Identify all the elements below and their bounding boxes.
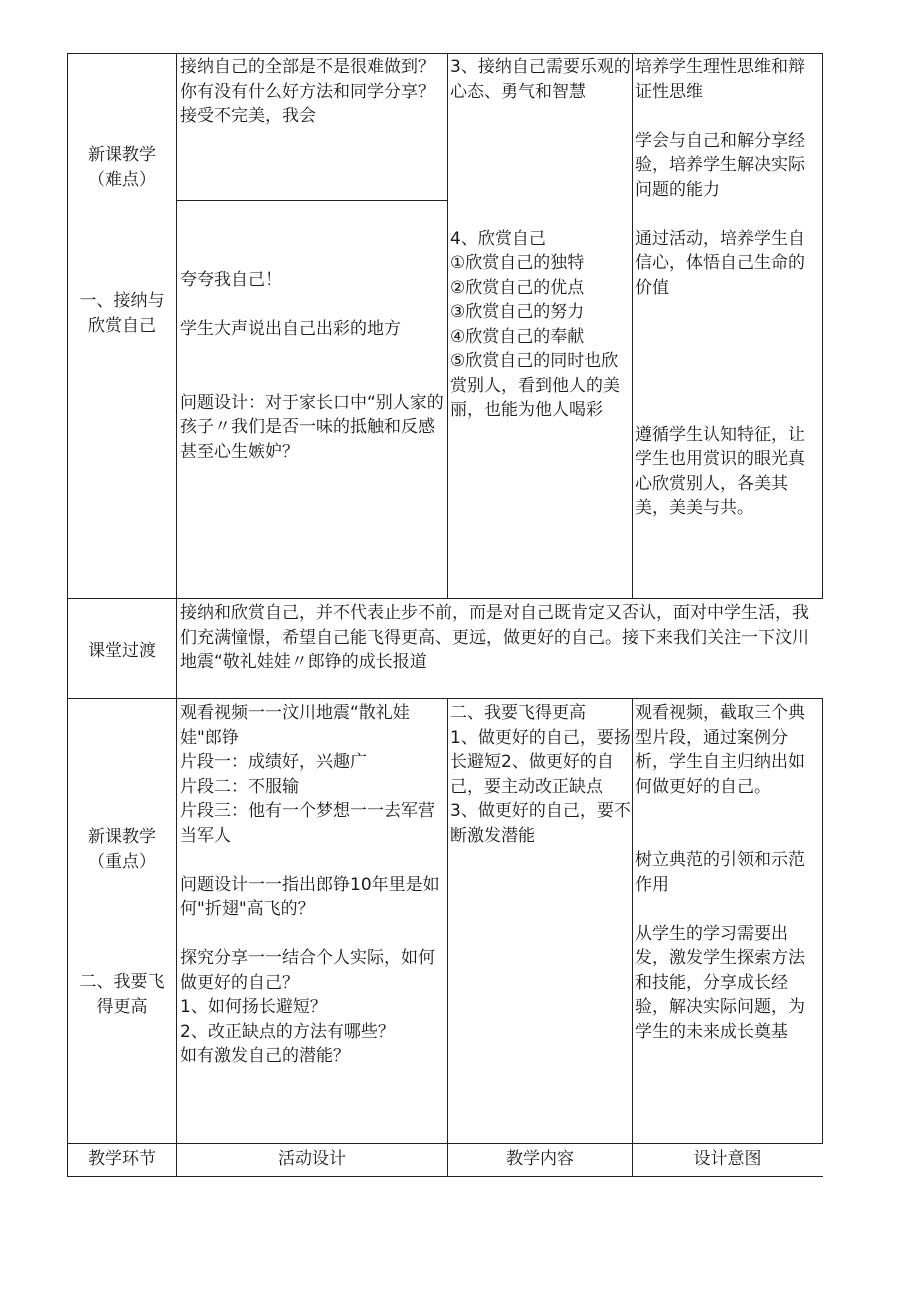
activity-cell: 观看视频一一汶川地震“散礼娃娃"郎铮 片段一：成绩好，兴趣广 片段二：不服输 片段三：他有一个梦想一一去军营当军人 问题设计一一指出郎铮10年里是如何"折翅"高飞的？ 探究分享一一结合个人实际，如何做更好的自己？ 1、如何扬长避短？ 2、改正缺点的方法有哪些？ 如有激发自己的潜能？ xyxy=(180,703,440,1066)
table-divider xyxy=(632,53,633,599)
table-border xyxy=(67,53,68,1177)
table-divider xyxy=(176,200,448,201)
column-header: 设计意图 xyxy=(693,1149,762,1169)
content-cell: 3、接纳自己需要乐观的心态、勇气和智慧 4、欣赏自己 ①欣赏自己的独特 ②欣赏自己的优点 ③欣赏自己的努力 ④欣赏自己的奉献 ⑤欣赏自己的同时也欣赏别人，看到他人的美丽，也能为他人喝彩 xyxy=(450,57,631,420)
stage-cell: 课堂过渡 xyxy=(88,641,156,661)
table-divider xyxy=(447,698,448,1177)
content-cell: 二、我要飞得更高 1、做更好的自己，要扬长避短2、做更好的自己，要主动改正缺点 3、做更好的自己，要不断激发潜能 xyxy=(450,703,631,846)
intent-cell: 观看视频，截取三个典型片段，通过案例分析，学生自主归纳出如何做更好的自己。 树立典范的引领和示范作用 从学生的学习需要出发，激发学生探索方法和技能，分享成长经验，解决实际问题，为学生的未来成长奠基 xyxy=(635,703,805,1042)
column-header: 教学环节 xyxy=(88,1149,156,1169)
table-border xyxy=(67,1176,823,1177)
table-divider xyxy=(447,53,448,599)
transition-cell: 接纳和欣赏自己，并不代表止步不前，而是对自己既肯定又否认，面对中学生活，我们充满憧憬，希望自己能飞得更高、更远，做更好的自己。接下来我们关注一下汶川地震“敬礼娃娃〃郎铮的成长报道 xyxy=(180,603,809,672)
table-divider xyxy=(176,53,177,1177)
column-header: 教学内容 xyxy=(506,1149,574,1169)
table-border xyxy=(67,53,823,54)
activity-cell: 接纳自己的全部是不是很难做到？ 你有没有什么好方法和同学分享？ 接受不完美，我会 xyxy=(180,57,435,126)
column-header: 活动设计 xyxy=(278,1149,346,1169)
table-divider xyxy=(632,698,633,1177)
table-border xyxy=(822,698,823,1144)
table-divider xyxy=(67,698,823,699)
stage-cell: 新课教学 （难点） xyxy=(88,145,156,190)
table-border xyxy=(822,53,823,599)
stage-cell: 二、我要飞 得更高 xyxy=(79,972,165,1017)
table-divider xyxy=(67,598,823,599)
intent-cell: 培养学生理性思维和辩证性思维 学会与自己和解分享经验，培养学生解决实际问题的能力 通过活动，培养学生自信心，体悟自己生命的价值 遵循学生认知特征，让学生也用赏识的眼光真心欣赏别人，各美其美，美美与共。 xyxy=(635,57,805,518)
stage-cell: 一、接纳与 欣赏自己 xyxy=(79,291,165,336)
activity-cell: 夸夸我自己！ 学生大声说出自己出彩的地方 问题设计：对于家长口中“别人家的孩子〃我们是否一味的抵触和反感甚至心生嫉妒？ xyxy=(180,270,444,462)
stage-cell: 新课教学 （重点） xyxy=(88,827,156,872)
table-divider xyxy=(67,1143,823,1144)
